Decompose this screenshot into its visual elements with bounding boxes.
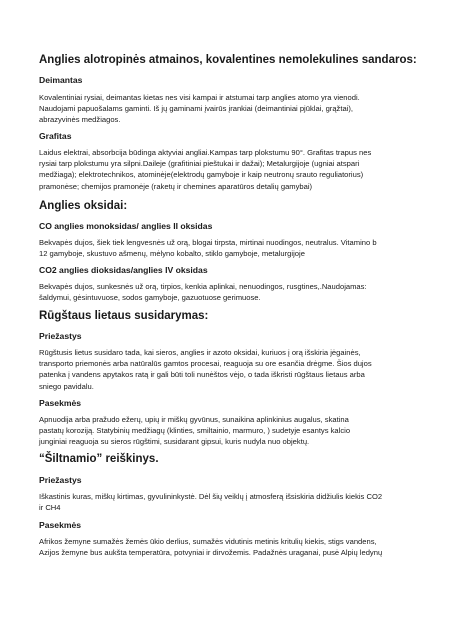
text-line: ir CH4 [39,503,61,513]
section-heading-grafitas: Grafitas [39,131,72,141]
page-title: Anglies alotropinės atmainos, kovalentines nemolekulines sandaros: [39,54,417,66]
section-heading-siltnamio-priezastys: Priežastys [39,475,82,485]
section-heading-co2: CO2 anglies dioksidas/anglies IV oksidas [39,265,208,275]
text-line: Bekvapės dujos, sunkesnės už orą, tirpios, kenkia aplinkai, nenuodingos, rusgtines,.Naudojamas: [39,282,367,291]
text-line: Apnuodija arba pražudo ežerų, upių ir miškų gyvūnus, sunaikina aplinkinius augalus, skatina [39,415,349,424]
paragraph-deimantas [39,92,439,126]
section-title-lietus: Rūgštaus lietaus susidarymas: [39,310,209,322]
text-line: rysiai tarp plokstumu yra silpni.Daileje (grafitiniai pieštukai ir dažai); Metalurgijoje (ugniai atspari [39,159,360,169]
text-line: patenka į vandens apytakos ratą ir gali būti toli nunėštos vėjo, o tada iškristi rūgštaus lietaus arba [39,370,365,380]
section-heading-lietus-pasekmes: Pasekmės [39,398,82,408]
paragraph-co2 [39,281,439,303]
section-heading-deimantas: Deimantas [39,75,83,85]
text-line: Iškastinis kuras, miškų kirtimas, gyvulininkystė. Dėl šių veiklų į atmosferą išsiskiria didžiulis kiekis CO2 [39,492,383,501]
paragraph-lietus-priezastys [39,347,439,392]
text-line: Kovalentiniai rysiai, deimantas kietas nes visi kampai ir atstumai tarp anglies atomo yra vienodi. [39,93,360,102]
text-line: sniego pavidalu. [39,381,94,391]
text-line: Azijos žemyne bus aukšta temperatūra, potvyniai ir dirvožemis. Padažnės uraganai, pusė Alpių ledynų [39,548,383,558]
text-line: Laidus elektrai, absorbcija būdinga aktyviai angliai.Kampas tarp plokstumu 90°. Grafitas trapus nes [39,148,372,157]
section-heading-co: CO anglies monoksidas/ anglies II oksidas [39,221,213,231]
text-line: Rūgštusis lietus susidaro tada, kai sieros, anglies ir azoto oksidai, kuriuos į orą išskiria jėgainės, [39,348,361,357]
text-line: pramonėse; chemijos pramonėje (raketų ir chemines aparatūros detalių gamybai) [39,181,313,191]
text-line: abrazyvinės medžiagos. [39,115,121,125]
text-line: medžiaga); elektrotechnikos, atominėje(elektrodų gamyboje ir kaip neutronų srauto reguliatorius) [39,170,364,180]
text-line: Naudojami papuošalams gaminti. Iš jų gaminami įvairūs įrankiai (deimantiniai pjūklai, grąžtai), [39,104,354,114]
text-line: 12 gamyboje, skustuvo ašmenų, mėlyno kobalto, stiklo gamyboje, metalurgijoje [39,249,305,259]
text-line: junginiai reaguoja su sieros rūgštimi, susidarant gipsui, kuris nudyla nuo objektų. [39,437,310,447]
section-title-siltnamio: “Šiltnamio” reiškinys. [39,453,159,465]
paragraph-siltnamio-priezastys [39,491,439,513]
text-line: Afrikos žemyne sumažės žemės ūkio derlius, sumažės vidutinis metinis kritulių kiekis, stigs vandens, [39,537,377,546]
paragraph-co [39,237,439,259]
text-line: Bekvapės dujos, šiek tiek lengvesnės už orą, blogai tirpsta, mirtinai nuodingos, neutralus. Vitamino b [39,238,377,247]
text-line: pastatų koroziją. Statybinių medžiagų (klinties, smiltainio, marmuro, ) sudetyje esantys kalcio [39,426,351,436]
section-title-oksidai: Anglies oksidai: [39,200,128,212]
section-heading-siltnamio-pasekmes: Pasekmės [39,520,82,530]
text-line: transporto priemonės arba natūralūs gamtos procesai, reaguoja su ore esančia drėgme. Šios dujos [39,359,372,369]
section-heading-lietus-priezastys: Priežastys [39,331,82,341]
paragraph-grafitas [39,147,439,192]
paragraph-lietus-pasekmes [39,414,439,448]
text-line: šaldymui, gėsintuvuose, sodos gamyboje, gazuotuose gerimuose. [39,293,261,303]
paragraph-siltnamio-pasekmes [39,536,439,558]
